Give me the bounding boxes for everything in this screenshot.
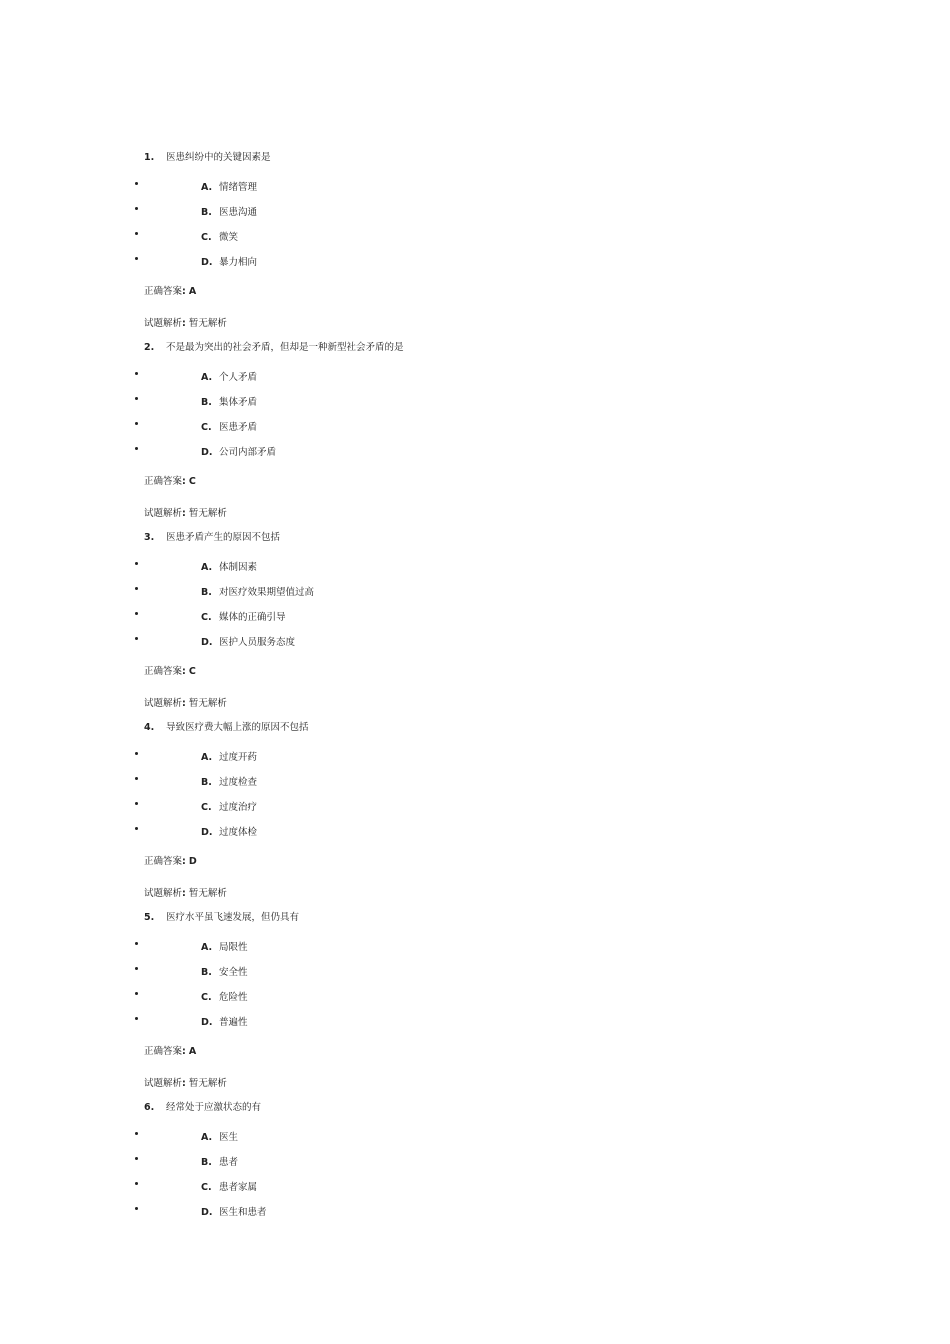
correct-answer bbox=[144, 285, 196, 299]
option-d bbox=[201, 1016, 248, 1030]
option-letter: D. bbox=[201, 447, 213, 458]
answer-value: C bbox=[188, 476, 196, 487]
option-letter: C. bbox=[201, 802, 212, 813]
answer-label: 正确答案 bbox=[144, 286, 183, 297]
correct-answer bbox=[144, 1045, 196, 1059]
analysis-value: 暂无解析 bbox=[188, 1078, 227, 1089]
bullet-icon bbox=[135, 422, 138, 425]
option-letter: D. bbox=[201, 637, 213, 648]
option-text: 过度检查 bbox=[219, 777, 258, 788]
analysis bbox=[144, 887, 227, 901]
option-text: 暴力相向 bbox=[219, 257, 258, 268]
option-letter: C. bbox=[201, 1182, 212, 1193]
bullet-icon bbox=[135, 257, 138, 260]
bullet-icon bbox=[135, 827, 138, 830]
option-text: 医生 bbox=[219, 1132, 239, 1143]
correct-answer bbox=[144, 855, 197, 869]
option-letter: B. bbox=[201, 587, 212, 598]
analysis-colon: : bbox=[182, 318, 186, 329]
option-text: 医生和患者 bbox=[219, 1207, 267, 1218]
option-b bbox=[201, 206, 257, 220]
option-text: 局限性 bbox=[219, 942, 248, 953]
option-c bbox=[201, 801, 257, 815]
option-b bbox=[201, 396, 257, 410]
option-c bbox=[201, 421, 257, 435]
question-text: 医患矛盾产生的原因不包括 bbox=[166, 532, 281, 543]
option-letter: A. bbox=[201, 372, 213, 383]
question-title bbox=[144, 721, 309, 735]
option-letter: B. bbox=[201, 207, 212, 218]
option-d bbox=[201, 1206, 267, 1220]
analysis-value: 暂无解析 bbox=[188, 508, 227, 519]
question-number: 5. bbox=[144, 912, 155, 923]
option-b bbox=[201, 776, 257, 790]
option-b bbox=[201, 586, 314, 600]
option-a bbox=[201, 371, 257, 385]
bullet-icon bbox=[135, 372, 138, 375]
analysis-colon: : bbox=[182, 888, 186, 899]
correct-answer bbox=[144, 665, 196, 679]
question-text: 导致医疗费大幅上涨的原因不包括 bbox=[166, 722, 309, 733]
analysis bbox=[144, 697, 227, 711]
answer-colon: : bbox=[182, 666, 186, 677]
option-letter: D. bbox=[201, 827, 213, 838]
option-text: 危险性 bbox=[219, 992, 248, 1003]
option-text: 媒体的正确引导 bbox=[219, 612, 286, 623]
question-text: 医患纠纷中的关键因素是 bbox=[166, 152, 271, 163]
option-letter: C. bbox=[201, 422, 212, 433]
question-text: 不是最为突出的社会矛盾，但却是一种新型社会矛盾的是 bbox=[166, 342, 404, 353]
question-title bbox=[144, 911, 299, 925]
option-d bbox=[201, 826, 257, 840]
bullet-icon bbox=[135, 587, 138, 590]
option-text: 体制因素 bbox=[219, 562, 258, 573]
analysis-label: 试题解析 bbox=[144, 888, 183, 899]
option-text: 医患沟通 bbox=[219, 207, 258, 218]
option-text: 过度开药 bbox=[219, 752, 258, 763]
option-a bbox=[201, 751, 257, 765]
option-text: 患者家属 bbox=[219, 1182, 258, 1193]
analysis-colon: : bbox=[182, 1078, 186, 1089]
bullet-icon bbox=[135, 207, 138, 210]
option-letter: A. bbox=[201, 562, 213, 573]
option-text: 情绪管理 bbox=[219, 182, 258, 193]
analysis-value: 暂无解析 bbox=[188, 318, 227, 329]
answer-label: 正确答案 bbox=[144, 856, 183, 867]
option-text: 安全性 bbox=[219, 967, 248, 978]
bullet-icon bbox=[135, 752, 138, 755]
answer-value: D bbox=[188, 856, 197, 867]
answer-value: C bbox=[188, 666, 196, 677]
option-text: 患者 bbox=[219, 1157, 239, 1168]
option-text: 过度体检 bbox=[219, 827, 258, 838]
option-text: 医患矛盾 bbox=[219, 422, 258, 433]
option-text: 微笑 bbox=[219, 232, 239, 243]
option-letter: B. bbox=[201, 967, 212, 978]
answer-colon: : bbox=[182, 1046, 186, 1057]
bullet-icon bbox=[135, 612, 138, 615]
question-number: 1. bbox=[144, 152, 155, 163]
bullet-icon bbox=[135, 1207, 138, 1210]
option-a bbox=[201, 561, 257, 575]
analysis-colon: : bbox=[182, 508, 186, 519]
bullet-icon bbox=[135, 397, 138, 400]
option-a bbox=[201, 941, 248, 955]
option-letter: A. bbox=[201, 1132, 213, 1143]
option-c bbox=[201, 611, 286, 625]
answer-colon: : bbox=[182, 286, 186, 297]
question-number: 6. bbox=[144, 1102, 155, 1113]
bullet-icon bbox=[135, 1157, 138, 1160]
analysis-label: 试题解析 bbox=[144, 1078, 183, 1089]
analysis-colon: : bbox=[182, 698, 186, 709]
answer-label: 正确答案 bbox=[144, 1046, 183, 1057]
answer-label: 正确答案 bbox=[144, 666, 183, 677]
bullet-icon bbox=[135, 967, 138, 970]
option-letter: C. bbox=[201, 612, 212, 623]
question-number: 4. bbox=[144, 722, 155, 733]
bullet-icon bbox=[135, 562, 138, 565]
analysis-label: 试题解析 bbox=[144, 318, 183, 329]
answer-colon: : bbox=[182, 856, 186, 867]
question-title bbox=[144, 531, 280, 545]
analysis bbox=[144, 317, 227, 331]
option-c bbox=[201, 1181, 257, 1195]
question-title bbox=[144, 341, 404, 355]
option-letter: B. bbox=[201, 777, 212, 788]
option-a bbox=[201, 181, 257, 195]
bullet-icon bbox=[135, 802, 138, 805]
question-number: 3. bbox=[144, 532, 155, 543]
option-text: 对医疗效果期望值过高 bbox=[219, 587, 315, 598]
bullet-icon bbox=[135, 1017, 138, 1020]
bullet-icon bbox=[135, 992, 138, 995]
analysis bbox=[144, 507, 227, 521]
option-d bbox=[201, 446, 276, 460]
bullet-icon bbox=[135, 942, 138, 945]
option-text: 公司内部矛盾 bbox=[219, 447, 277, 458]
question-text: 经常处于应激状态的有 bbox=[166, 1102, 262, 1113]
option-d bbox=[201, 636, 295, 650]
bullet-icon bbox=[135, 182, 138, 185]
option-text: 医护人员服务态度 bbox=[219, 637, 296, 648]
option-text: 个人矛盾 bbox=[219, 372, 258, 383]
answer-label: 正确答案 bbox=[144, 476, 183, 487]
question-title bbox=[144, 1101, 261, 1115]
bullet-icon bbox=[135, 1132, 138, 1135]
analysis-value: 暂无解析 bbox=[188, 888, 227, 899]
bullet-icon bbox=[135, 232, 138, 235]
question-number: 2. bbox=[144, 342, 155, 353]
correct-answer bbox=[144, 475, 196, 489]
option-letter: A. bbox=[201, 182, 213, 193]
option-letter: B. bbox=[201, 1157, 212, 1168]
analysis-label: 试题解析 bbox=[144, 698, 183, 709]
option-letter: A. bbox=[201, 942, 213, 953]
option-c bbox=[201, 231, 238, 245]
answer-value: A bbox=[188, 1046, 197, 1057]
option-b bbox=[201, 966, 248, 980]
bullet-icon bbox=[135, 447, 138, 450]
option-d bbox=[201, 256, 257, 270]
option-b bbox=[201, 1156, 238, 1170]
bullet-icon bbox=[135, 1182, 138, 1185]
option-letter: B. bbox=[201, 397, 212, 408]
option-letter: A. bbox=[201, 752, 213, 763]
analysis-label: 试题解析 bbox=[144, 508, 183, 519]
option-letter: C. bbox=[201, 232, 212, 243]
bullet-icon bbox=[135, 777, 138, 780]
analysis bbox=[144, 1077, 227, 1091]
answer-colon: : bbox=[182, 476, 186, 487]
answer-value: A bbox=[188, 286, 197, 297]
option-text: 普遍性 bbox=[219, 1017, 248, 1028]
question-text: 医疗水平虽飞速发展，但仍具有 bbox=[166, 912, 300, 923]
option-c bbox=[201, 991, 248, 1005]
bullet-icon bbox=[135, 637, 138, 640]
option-letter: D. bbox=[201, 257, 213, 268]
question-title bbox=[144, 151, 271, 165]
option-text: 集体矛盾 bbox=[219, 397, 258, 408]
option-a bbox=[201, 1131, 238, 1145]
analysis-value: 暂无解析 bbox=[188, 698, 227, 709]
option-letter: D. bbox=[201, 1017, 213, 1028]
option-text: 过度治疗 bbox=[219, 802, 258, 813]
option-letter: C. bbox=[201, 992, 212, 1003]
option-letter: D. bbox=[201, 1207, 213, 1218]
